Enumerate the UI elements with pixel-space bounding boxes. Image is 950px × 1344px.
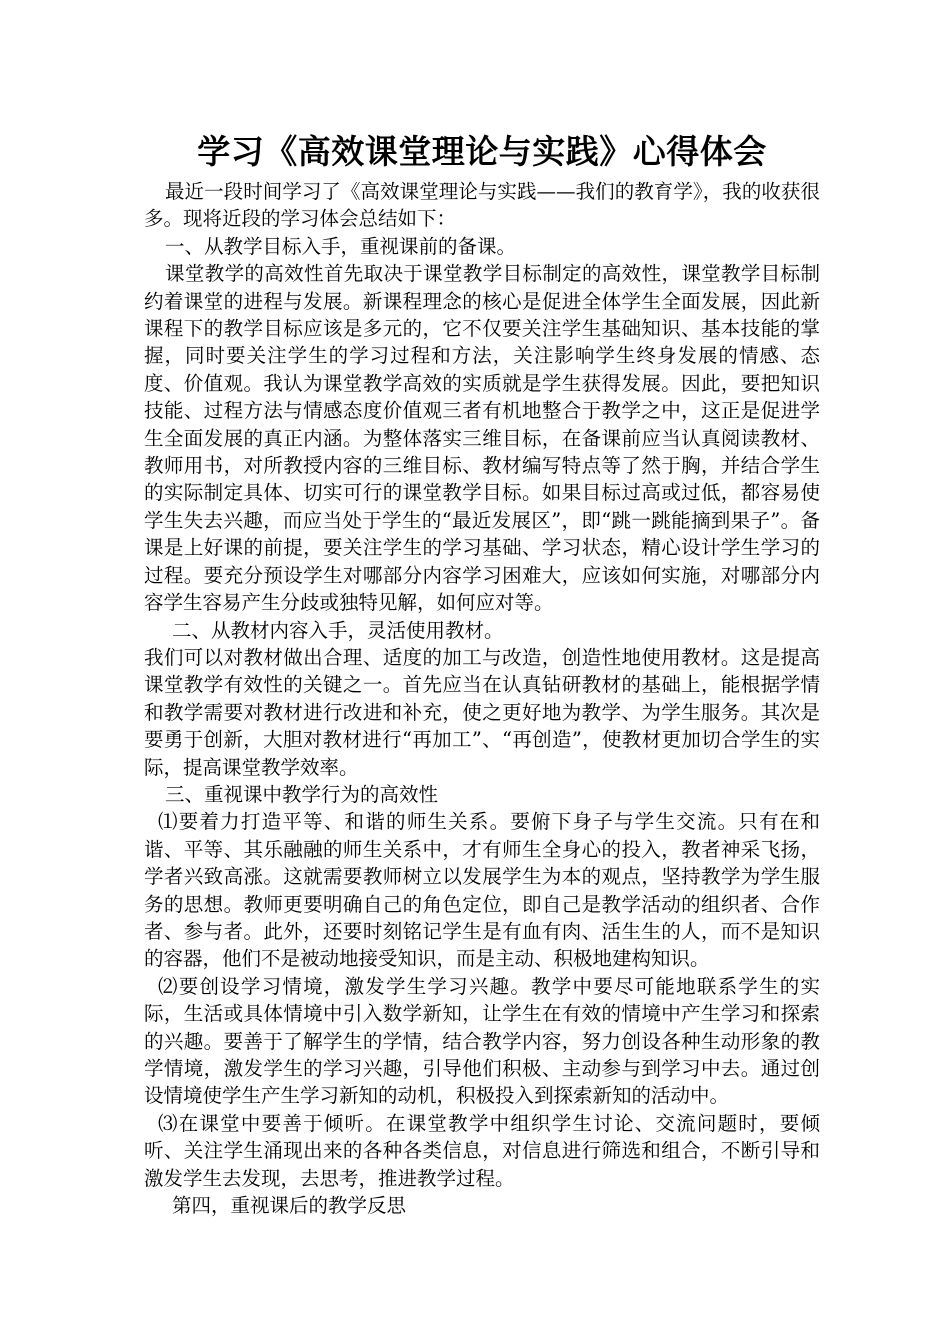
section-heading-3: 三、重视课中教学行为的高效性 bbox=[165, 782, 439, 806]
intro-paragraph: 最近一段时间学习了《高效课堂理论与实践——我们的教育学》，我的收获很多。现将近段的学习体会总结如下： bbox=[144, 180, 820, 231]
section-heading-4: 第四，重视课后的教学反思 bbox=[172, 1194, 407, 1218]
section-heading-2: 二、从教材内容入手，灵活使用教材。 bbox=[172, 618, 504, 642]
section-heading-1: 一、从教学目标入手，重视课前的备课。 bbox=[165, 234, 517, 258]
document-title: 学习《高效课堂理论与实践》心得体会 bbox=[197, 132, 767, 171]
section-3-item-1: ⑴要着力打造平等、和谐的师生关系。要俯下身子与学生交流。只有在和谐、平等、其乐融融的师生关系中，才有师生全身心的投入，教者神采飞扬，学者兴致高涨。这就需要教师树立以发展学生为本的观点，坚持教学为学生服务的思想。教师更要明确自己的角色定位，即自己是教学活动的组织者、合作者、参与者。此外，还要时刻铭记学生是有血有肉、活生生的人，而不是知识的容器，他们不是被动地接受知识，而是主动、积极地建构知识。 bbox=[144, 810, 820, 971]
section-3-item-3: ⑶在课堂中要善于倾听。在课堂教学中组织学生讨论、交流问题时，要倾听、关注学生涌现出来的各种各类信息，对信息进行筛选和组合，不断引导和激发学生去发现，去思考，推进教学过程。 bbox=[144, 1111, 820, 1190]
section-2-body: 我们可以对教材做出合理、适度的加工与改造，创造性地使用教材。这是提高课堂教学有效性的关键之一。首先应当在认真钻研教材的基础上，能根据学情和教学需要对教材进行改进和补充，使之更好地为教学、为学生服务。其次是要勇于创新，大胆对教材进行“再加工”、“再创造”，使教材更加切合学生的实际，提高课堂教学效率。 bbox=[144, 645, 820, 779]
section-1-body: 课堂教学的高效性首先取决于课堂教学目标制定的高效性，课堂教学目标制约着课堂的进程与发展。新课程理念的核心是促进全体学生全面发展，因此新课程下的教学目标应该是多元的，它不仅要关注学生基础知识、基本技能的掌握，同时要关注学生的学习过程和方法，关注影响学生终身发展的情感、态度、价值观。我认为课堂教学高效的实质就是学生获得发展。因此，要把知识技能、过程方法与情感态度价值观三者有机地整合于教学之中，这正是促进学生全面发展的真正内涵。为整体落实三维目标，在备课前应当认真阅读教材、教师用书，对所教授内容的三维目标、教材编写特点等了然于胸，并结合学生的实际制定具体、切实可行的课堂教学目标。如果目标过高或过低，都容易使学生失去兴趣，而应当处于学生的“最近发展区”，即“跳一跳能摘到果子”。备课是上好课的前提，要关注学生的学习基础、学习状态，精心设计学生学习的过程。要充分预设学生对哪部分内容学习困难大，应该如何实施，对哪部分内容学生容易产生分歧或独特见解，如何应对等。 bbox=[144, 262, 820, 615]
document-page bbox=[144, 126, 820, 1219]
section-3-item-2: ⑵要创设学习情境，激发学生学习兴趣。教学中要尽可能地联系学生的实际，生活或具体情境中引入数学新知，让学生在有效的情境中产生学习和探索的兴趣。要善于了解学生的学情，结合教学内容，努力创设各种生动形象的教学情境，激发学生的学习兴趣，引导他们积极、主动参与到学习中去。通过创设情境使学生产生学习新知的动机，积极投入到探索新知的活动中。 bbox=[144, 974, 820, 1108]
